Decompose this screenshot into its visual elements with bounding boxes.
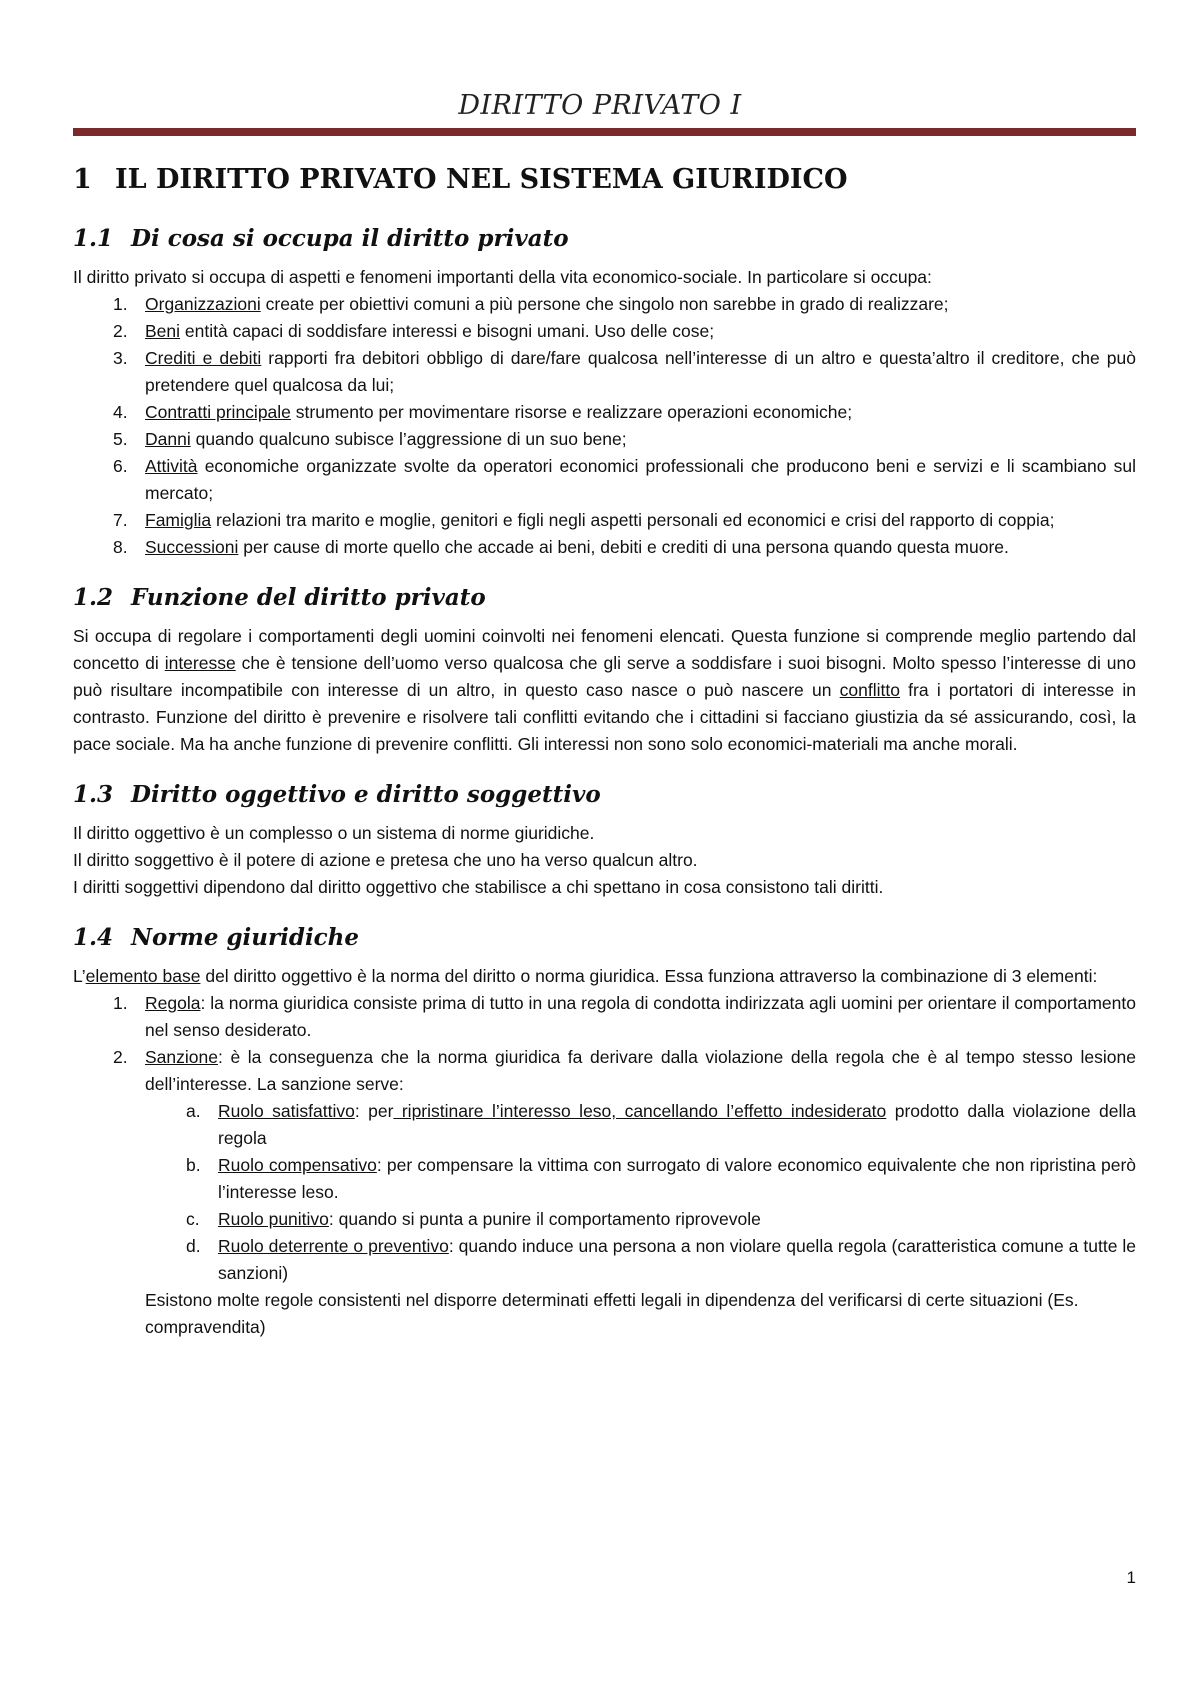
list-marker: 5. <box>113 429 128 449</box>
text-line: Il diritto soggettivo è il potere di azione e pretesa che uno ha verso qualcun altro. <box>73 850 698 870</box>
page-header-title: DIRITTO PRIVATO I <box>458 90 742 121</box>
section-intro: Il diritto privato si occupa di aspetti e fenomeni importanti della vita economico-sociale. In particolare si occupa: <box>73 267 932 287</box>
section-title: Norme giuridiche <box>131 924 360 951</box>
list-item <box>73 453 1136 507</box>
list-marker: 6. <box>113 456 128 476</box>
list-term: Sanzione <box>145 1047 218 1067</box>
text-run: L’ <box>73 966 86 986</box>
list-term: Contratti principale <box>145 402 291 422</box>
list-text: relazioni tra marito e moglie, genitori e figli negli aspetti personali ed economici e crisi del rapporto di coppia; <box>211 510 1055 530</box>
list-text: quando qualcuno subisce l’aggressione di un suo bene; <box>190 429 627 449</box>
text-run: Si occupa di regolare i comportamenti degli uomini coinvolti nei fenomeni elencati. Questa funzione si comprende meglio partendo dal concetto di <box>73 626 1136 673</box>
list-marker: 1. <box>113 993 128 1013</box>
document-body <box>73 160 1136 1341</box>
list-term: Regola <box>145 993 201 1013</box>
chapter-number: 1 <box>73 164 92 195</box>
list-text: strumento per movimentare risorse e realizzare operazioni economiche; <box>290 402 853 422</box>
list-text: : quando si punta a punire il comportamento riprovevole <box>328 1209 761 1229</box>
list-term: Danni <box>145 429 191 449</box>
section-number: 1.1 <box>73 225 114 252</box>
list-marker: c. <box>186 1209 200 1229</box>
section-paragraph <box>73 963 1136 990</box>
section-number: 1.3 <box>73 781 114 808</box>
text-line: I diritti soggettivi dipendono dal diritto oggettivo che stabilisce a chi spettano in cosa consistono tali diritti. <box>73 877 884 897</box>
list-marker: b. <box>186 1155 201 1175</box>
list-term: Ruolo deterrente o preventivo <box>218 1236 449 1256</box>
underlined-term: ripristinare l’interesso leso, cancellando l’effetto indesiderato <box>393 1101 887 1121</box>
list-item <box>73 399 1136 426</box>
page-number: 1 <box>1126 1568 1136 1587</box>
text-run: del diritto oggettivo è la norma del diritto o norma giuridica. Essa funziona attraverso la combinazione di 3 elementi: <box>200 966 1098 986</box>
list-term: Crediti e debiti <box>145 348 262 368</box>
section-number: 1.2 <box>73 584 114 611</box>
topics-list <box>73 291 1136 561</box>
list-item <box>73 345 1136 399</box>
list-term: Famiglia <box>145 510 212 530</box>
underlined-term: conflitto <box>839 680 900 700</box>
list-text: rapporti fra debitori obbligo di dare/fare qualcosa nell’interesse di un altro e questa’altro il creditore, che può pretendere quel qualcosa da lui; <box>145 348 1136 395</box>
list-marker: 2. <box>113 1047 128 1067</box>
list-marker: 3. <box>113 348 128 368</box>
list-item <box>73 534 1136 561</box>
chapter-title: IL DIRITTO PRIVATO NEL SISTEMA GIURIDICO <box>115 164 848 195</box>
list-term: Beni <box>145 321 181 341</box>
underlined-term: interesse <box>164 653 236 673</box>
section-heading-1-2 <box>73 581 1136 615</box>
list-marker: 7. <box>113 510 128 530</box>
section-heading-1-4 <box>73 921 1136 955</box>
list-term: Ruolo punitivo <box>218 1209 329 1229</box>
sub-list-item <box>73 1233 1136 1287</box>
list-text: entità capaci di soddisfare interessi e bisogni umani. Uso delle cose; <box>180 321 715 341</box>
chapter-heading <box>73 160 1136 200</box>
section-heading-1-3 <box>73 778 1136 812</box>
list-term: Attività <box>145 456 198 476</box>
text-run: fra i portatori di interesse in contrasto. Funzione del diritto è prevenire e risolvere tali conflitti evitando che i cittadini si facciano giustizia da sé assicurando, così, la pace sociale. Ma ha anche funzione di prevenire conflitti. Gli interessi non sono solo economici-materiali ma anche morali. <box>73 680 1136 754</box>
list-marker: 1. <box>113 294 128 314</box>
list-marker: d. <box>186 1236 201 1256</box>
section-title: Di cosa si occupa il diritto privato <box>131 225 569 252</box>
list-term: Ruolo satisfattivo <box>218 1101 355 1121</box>
list-item <box>73 507 1136 534</box>
list-text: economiche organizzate svolte da operatori economici professionali che producono beni e servizi e li scambiano sul mercato; <box>145 456 1136 503</box>
list-text: : è la conseguenza che la norma giuridica fa derivare dalla violazione della regola che è al tempo stesso lesione dell’interesse. La sanzione serve: <box>145 1047 1136 1094</box>
list-marker: 2. <box>113 321 128 341</box>
list-term: Ruolo compensativo <box>218 1155 377 1175</box>
sanction-roles-list <box>73 1098 1136 1287</box>
header-rule <box>73 128 1136 136</box>
list-term: Organizzazioni <box>145 294 261 314</box>
section-heading-1-1 <box>73 222 1136 256</box>
list-marker: a. <box>186 1101 201 1121</box>
elements-list <box>73 990 1136 1098</box>
list-item <box>73 426 1136 453</box>
list-item <box>73 291 1136 318</box>
list-item <box>73 1044 1136 1098</box>
list-term: Successioni <box>145 537 239 557</box>
list-item <box>73 318 1136 345</box>
section-title: Diritto oggettivo e diritto soggettivo <box>131 781 601 808</box>
section-title: Funzione del diritto privato <box>131 584 486 611</box>
text-run: che è tensione dell’uomo verso qualcosa che gli serve a soddisfare i suoi bisogni. Molto spesso l’interesse di uno può risultare incompatibile con interesse di un altro, in questo caso nasce o può nascere un <box>73 653 1136 700</box>
sub-list-item <box>73 1152 1136 1206</box>
list-text: create per obiettivi comuni a più persone che singolo non sarebbe in grado di realizzare; <box>260 294 949 314</box>
list-text: : la norma giuridica consiste prima di tutto in una regola di condotta indirizzata agli uomini per orientare il comportamento nel senso desiderato. <box>145 993 1136 1040</box>
list-text: : per compensare la vittima con surrogato di valore economico equivalente che non ripristina però l’interesse leso. <box>218 1155 1136 1202</box>
section-number: 1.4 <box>73 924 114 951</box>
section-paragraph <box>73 623 1136 758</box>
list-text: per cause di morte quello che accade ai beni, debiti e crediti di una persona quando questa muore. <box>238 537 1009 557</box>
text-run: : per <box>354 1101 394 1121</box>
text-line: Il diritto oggettivo è un complesso o un sistema di norme giuridiche. <box>73 823 595 843</box>
list-marker: 4. <box>113 402 128 422</box>
list-text: : quando induce una persona a non violare quella regola (caratteristica comune a tutte le sanzioni) <box>218 1236 1137 1283</box>
list-marker: 8. <box>113 537 128 557</box>
list-text: prodotto dalla violazione della regola <box>218 1101 1136 1148</box>
underlined-term: elemento base <box>85 966 201 986</box>
sub-list-item <box>73 1206 1136 1233</box>
list-item <box>73 990 1136 1044</box>
sub-list-item <box>73 1098 1136 1152</box>
closing-paragraph: Esistono molte regole consistenti nel disporre determinati effetti legali in dipendenza del verificarsi di certe situazioni (Es. compravendita) <box>145 1290 1079 1337</box>
